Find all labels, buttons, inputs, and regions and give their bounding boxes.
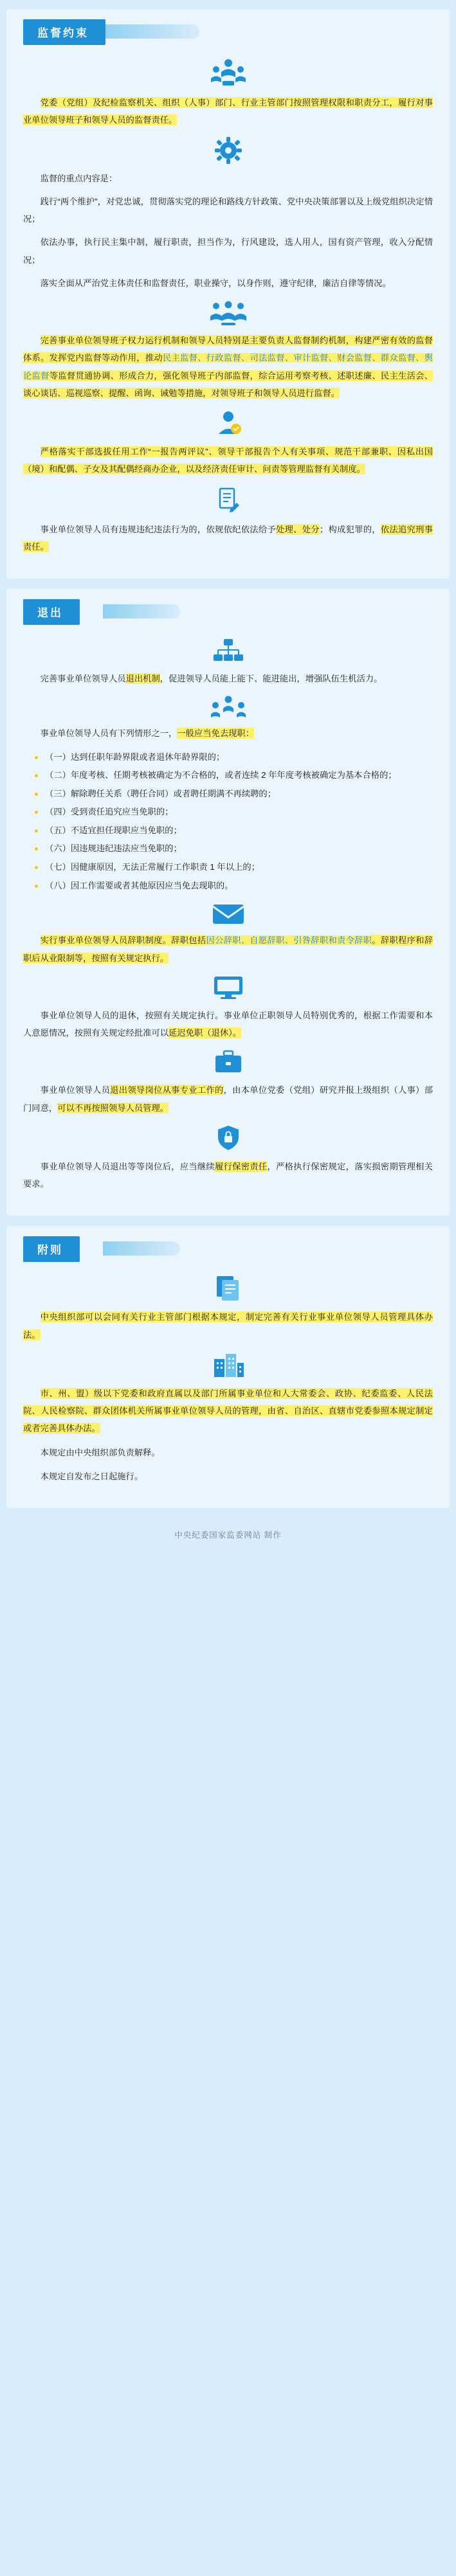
text-highlight: 完善事业单位领导班子权力运行机制和领导人员 <box>40 336 224 345</box>
paragraph-legal-liability <box>23 521 433 556</box>
paragraph-effective-date: 本规定自发布之日起施行。 <box>40 1471 143 1481</box>
list-item: （一）达到任职年龄界限或者退休年龄界限的； <box>35 749 433 766</box>
text-highlight: 等监督贯通协调、形成合力，强化领导班子内部监督，综合运用考察考核、述职述廉、民主生活会、谈心谈话、巡视巡察、提醒、函询、诫勉等措施，对领导班子和领导人员进行监督。 <box>23 370 433 398</box>
section-exit <box>6 589 450 1216</box>
people-network-icon <box>23 695 433 718</box>
group-supervision-icon <box>23 300 433 325</box>
paragraph-resignation-system <box>23 932 433 967</box>
text-plain: 事业单位领导人员有违规违纪违法行为的，依规依纪依法给予 <box>40 524 277 534</box>
text-highlight-blue: 民主监督、行政监督、司法监督、审计监督、财会监督、群众监督、舆论监督 <box>23 353 433 381</box>
text-plain: ；构成犯罪的， <box>319 524 381 534</box>
monitor-icon <box>23 975 433 1000</box>
text-highlight: 严格落实干部选拔任用工作 <box>40 447 149 456</box>
paragraph-power-mechanism <box>23 332 433 402</box>
buildings-icon <box>23 1351 433 1378</box>
paragraph-supervision-duty <box>23 94 433 129</box>
section-supervision <box>6 9 450 579</box>
text-highlight: 退出领导岗位从事专业工作的 <box>110 1085 224 1095</box>
exit-conditions-list <box>23 749 433 895</box>
section-header-supplementary <box>6 1226 450 1267</box>
list-item: （七）因健康原因，无法正常履行工作职责 1 年以上的； <box>35 859 433 876</box>
banner-tail <box>103 24 199 39</box>
paragraph-exit-conditions-lead <box>23 725 433 742</box>
text-highlight: 处理、处分 <box>276 524 320 534</box>
text-plain: 完善事业单位领导人员 <box>40 674 126 683</box>
supervision-key-points <box>23 170 433 293</box>
list-item: （三）解除聘任关系（聘任合同）或者聘任期满不再续聘的； <box>35 786 433 803</box>
list-item: （五）不适宜担任现职应当免职的； <box>35 822 433 840</box>
org-chart-icon <box>23 638 433 663</box>
text-highlight: 履行保密责任 <box>215 1161 268 1171</box>
paragraph-professional-work <box>23 1081 433 1117</box>
paragraph-key-point-1: 践行“两个维护”，对党忠诚，贯彻落实党的理论和路线方针政策、党中央决策部署以及上级党组织决定情况； <box>23 196 433 224</box>
text-highlight: 党委（党组）及纪检监察机关、组织（人事）部门、行业主管部门按照管理权限和职责分工，履行对事业单位领导班子和领导人员的 <box>23 98 433 125</box>
text-plain: ，由本单位党委（党组）研究并报上级组织（人事）部门同意， <box>23 1085 433 1113</box>
supervision-people-icon <box>23 58 433 87</box>
shield-lock-icon <box>23 1124 433 1151</box>
paragraph-exit-mechanism <box>23 670 433 687</box>
list-item: （二）年度考核、任期考核被确定为不合格的，或者连续 2 年年度考核被确定为基本合格的； <box>35 767 433 784</box>
text-highlight: 根据本规定，制定完善有关行业事业单位领导人员管理具体办法。 <box>23 1312 433 1340</box>
text-plain: ，促进领导人员能上能下、能进能出，增强队伍生机活力。 <box>160 674 383 683</box>
paragraph-key-point-2: 依法办事，执行民主集中制，履行职责，担当作为，行风建设，选人用人，国有资产管理，收入分配情况； <box>23 237 433 265</box>
text-highlight: “一报告两评议”、领导干部报告个人有关事项、规范干部兼职、因私出国（境）和配偶、子女及其配偶经商办企业，以及经济责任审计、问责等管理监督有关制度。 <box>23 447 433 474</box>
text-highlight: 实行事业单位领导人员 <box>40 935 128 946</box>
text-highlight-blue: 因公辞职、自愿辞职、引咎辞职和责令辞职 <box>206 935 372 946</box>
person-highlight-icon <box>23 410 433 437</box>
text-highlight: 可以不再按照领导人员管理。 <box>57 1103 169 1113</box>
mail-icon <box>23 902 433 925</box>
document-pen-icon <box>23 486 433 514</box>
text-highlight: 辞职制度。辞职包括 <box>127 935 206 946</box>
document-stack-icon <box>23 1275 433 1302</box>
text-plain: 事业单位领导人员有下列情形之一， <box>40 728 178 739</box>
section-title-supervision: 监督约束 <box>23 19 105 45</box>
text-highlight: 延迟免职（退休）。 <box>169 1028 242 1038</box>
list-item: （八）因工作需要或者其他原因应当免去现职的。 <box>35 878 433 895</box>
paragraph-confidentiality <box>23 1158 433 1193</box>
section-header-supervision <box>6 9 450 50</box>
text-highlight: 中央组织部可以会同有关行业主管部门 <box>40 1312 192 1322</box>
paragraph-cadre-selection <box>23 443 433 478</box>
text-highlight: 监督制约机制，构建严密有效的监督体系。发挥党内监督等动作用，推动 <box>23 336 433 363</box>
footer-credit: 中央纪委国家监委网站 制作 <box>174 1531 282 1540</box>
text-plain: 事业单位领导人员退出等等岗位后，应当继续 <box>40 1161 215 1171</box>
text-plain: 事业单位领导人员 <box>40 1085 111 1095</box>
section-title-supplementary: 附则 <box>23 1236 80 1262</box>
section-title-exit: 退出 <box>23 599 80 625</box>
text-highlight: 退出机制 <box>125 674 160 683</box>
text-highlight: 依法追究刑事责任。 <box>23 524 433 552</box>
gear-icon <box>23 137 433 164</box>
paragraph-retirement <box>23 1007 433 1042</box>
banner-tail <box>103 1241 180 1256</box>
list-item: （四）受到责任追究应当免职的； <box>35 804 433 821</box>
text-plain: 事业单位领导人员的退休，按照有关规定执行。事业单位正职领导人员特别优秀的，根据工作需要和本人意愿情况，按照有关规定经批准可以 <box>23 1010 433 1038</box>
list-item: （六）因违规违纪违法应当免职的； <box>35 840 433 858</box>
paragraph-key-points-lead: 监督的重点内容是： <box>40 173 118 183</box>
text-plain: ，严格执行保密规定，落实损密期管理相关要求。 <box>23 1161 433 1189</box>
briefcase-icon <box>23 1049 433 1075</box>
text-highlight: 市、州、盟）级以下党委和政府直属以及部门所属事业单位和人大常委会、政协、纪委监委、人民法院、人民检察院、群众团体机关所属事业单位领导人员的管理，由省、自治区、直辖市党委参照本规定制定或者完善具体办法。 <box>23 1388 433 1434</box>
section-supplementary <box>6 1226 450 1508</box>
text-highlight: 监督责任。 <box>134 115 178 125</box>
text-highlight: 一般应当免去现职： <box>177 728 255 739</box>
paragraph-central-org-dept <box>23 1308 433 1344</box>
paragraph-key-point-3: 落实全面从严治党主体责任和监督责任，职业操守，以身作则，遵守纪律，廉洁自律等情况。 <box>40 278 391 288</box>
section-header-exit <box>6 589 450 630</box>
text-highlight: 。辞职程序和辞职后从业限制等，按照有关规定执行。 <box>23 935 433 963</box>
paragraph-interpretation: 本规定由中央组织部负责解释。 <box>40 1447 160 1457</box>
paragraph-local-govt <box>23 1385 433 1437</box>
banner-tail <box>103 604 180 618</box>
text-highlight: 特别是主要负责人 <box>223 336 294 345</box>
